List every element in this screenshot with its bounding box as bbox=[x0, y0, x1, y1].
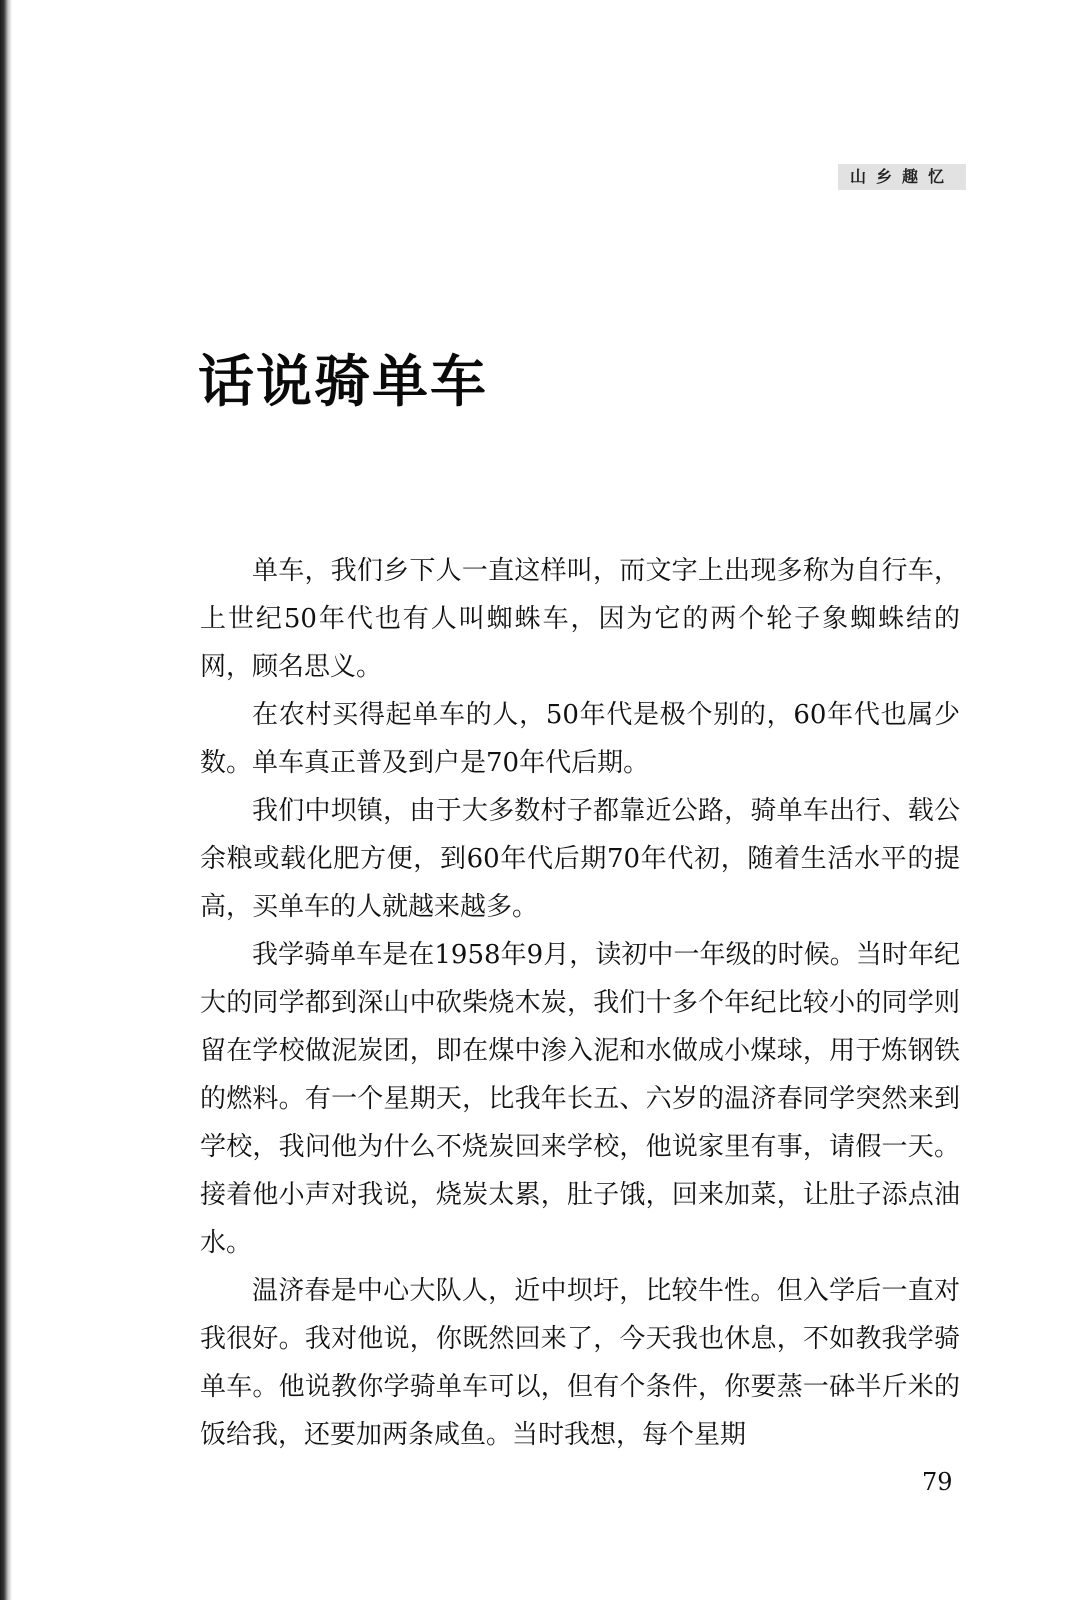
paragraph: 我们中坝镇，由于大多数村子都靠近公路，骑单车出行、载公余粮或载化肥方便，到60年代后期70年代初，随着生活水平的提高，买单车的人就越来越多。 bbox=[200, 796, 960, 922]
paragraph: 单车，我们乡下人一直这样叫，而文字上出现多称为自行车，上世纪50年代也有人叫蜘蛛车，因为它的两个轮子象蜘蛛结的网，顾名思义。 bbox=[200, 556, 960, 682]
paragraph: 在农村买得起单车的人，50年代是极个别的，60年代也属少数。单车真正普及到户是70年代后期。 bbox=[200, 700, 960, 778]
article-title: 话说骑单车 bbox=[198, 349, 488, 415]
paragraph: 温济春是中心大队人，近中坝圩，比较牛性。但入学后一直对我很好。我对他说，你既然回来了，今天我也休息，不如教我学骑单车。他说教你学骑单车可以，但有个条件，你要蒸一砵半斤米的饭给我，还要加两条咸鱼。当时我想，每个星期 bbox=[200, 1276, 960, 1450]
article-body bbox=[200, 547, 960, 1459]
paragraph: 我学骑单车是在1958年9月，读初中一年级的时候。当时年纪大的同学都到深山中砍柴烧木炭，我们十多个年纪比较小的同学则留在学校做泥炭团，即在煤中渗入泥和水做成小煤球，用于炼钢铁的燃料。有一个星期天，比我年长五、六岁的温济春同学突然来到学校，我问他为什么不烧炭回来学校，他说家里有事，请假一天。接着他小声对我说，烧炭太累，肚子饿，回来加菜，让肚子添点油水。 bbox=[200, 940, 960, 1258]
running-header: 山乡趣忆 bbox=[838, 164, 966, 190]
page-edge-shadow bbox=[0, 0, 12, 1600]
page-number: 79 bbox=[922, 1468, 953, 1496]
